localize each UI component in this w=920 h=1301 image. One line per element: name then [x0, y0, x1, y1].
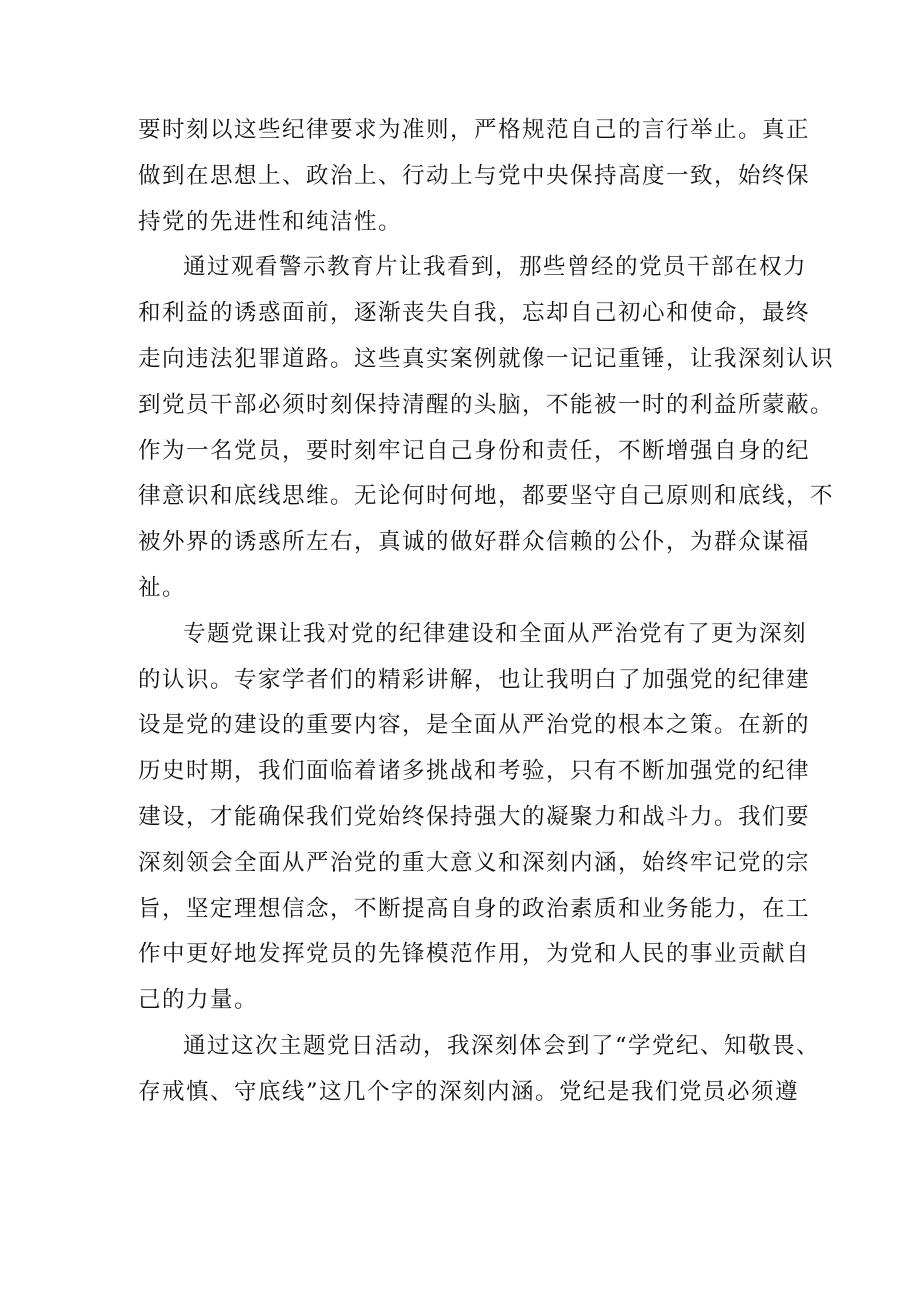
text-line: 祉。	[138, 574, 187, 601]
text-line: 专题党课让我对党的纪律建设和全面从严治党有了更为深刻	[183, 620, 808, 647]
text-line: 存戒慎、守底线”这几个字的深刻内涵。党纪是我们党员必须遵	[138, 1078, 800, 1105]
text-line: 的认识。专家学者们的精彩讲解，也让我明白了加强党的纪律建	[138, 666, 811, 693]
text-line: 走向违法犯罪道路。这些真实案例就像一记记重锤，让我深刻认识	[138, 345, 835, 372]
text-line: 作中更好地发挥党员的先锋模范作用，为党和人民的事业贡献自	[138, 941, 811, 968]
paragraph-4	[138, 1024, 821, 1116]
text-line: 设是党的建设的重要内容，是全面从严治党的根本之策。在新的	[138, 712, 811, 739]
paragraph-2	[138, 245, 835, 611]
text-line: 历史时期，我们面临着诸多挑战和考验，只有不断加强党的纪律	[138, 758, 811, 785]
document-body	[138, 108, 835, 1116]
text-line: 深刻领会全面从严治党的重大意义和深刻内涵，始终牢记党的宗	[138, 849, 811, 876]
text-line: 旨，坚定理想信念，不断提高自身的政治素质和业务能力，在工	[138, 895, 811, 922]
text-line: 做到在思想上、政治上、行动上与党中央保持高度一致，始终保	[138, 162, 811, 189]
paragraph-3	[138, 612, 811, 1024]
text-line: 通过观看警示教育片让我看到，那些曾经的党员干部在权力	[183, 254, 808, 281]
text-line: 律意识和底线思维。无论何时何地，都要坚守自己原则和底线，不	[138, 483, 835, 510]
text-line: 和利益的诱惑面前，逐渐丧失自我，忘却自己初心和使命，最终	[138, 300, 811, 327]
text-line: 己的力量。	[138, 987, 259, 1014]
text-line: 被外界的诱惑所左右，真诚的做好群众信赖的公仆，为群众谋福	[138, 529, 811, 556]
text-line: 到党员干部必须时刻保持清醒的头脑，不能被一时的利益所蒙蔽。	[138, 391, 835, 418]
text-line: 要时刻以这些纪律要求为准则，严格规范自己的言行举止。真正	[138, 117, 811, 143]
text-line: 通过这次主题党日活动，我深刻体会到了“学党纪、知敬畏、	[183, 1032, 821, 1059]
paragraph-1	[138, 108, 811, 245]
text-line: 持党的先进性和纯洁性。	[138, 208, 403, 235]
text-line: 作为一名党员，要时刻牢记自己身份和责任，不断增强自身的纪	[138, 437, 811, 464]
text-line: 建设，才能确保我们党始终保持强大的凝聚力和战斗力。我们要	[138, 803, 811, 830]
